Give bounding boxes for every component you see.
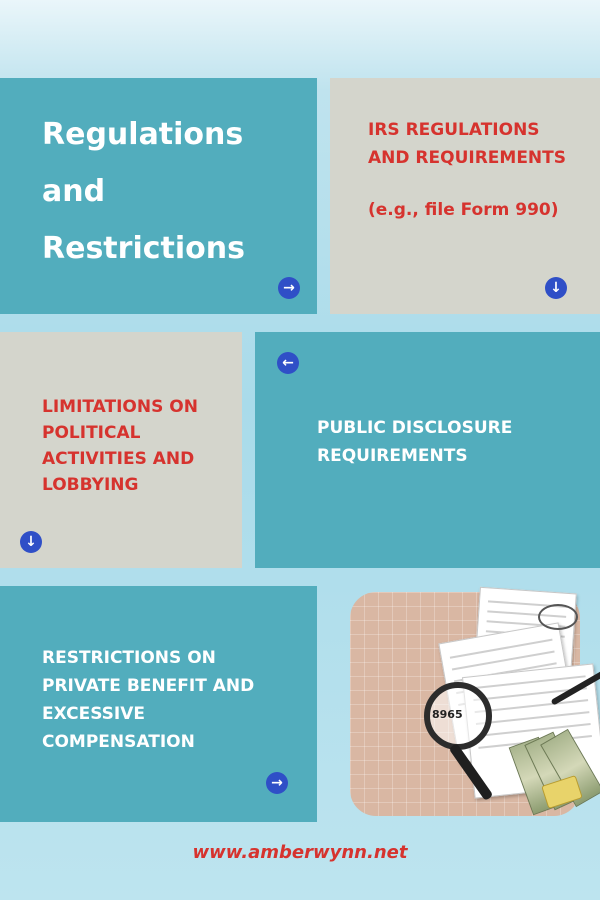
heading-line: AND REQUIREMENTS [368, 148, 566, 168]
title-line: Restrictions [42, 231, 245, 266]
heading-line: LIMITATIONS ON [42, 397, 198, 417]
panel-heading [368, 116, 566, 172]
panel-heading [42, 644, 254, 756]
heading-line: LOBBYING [42, 475, 139, 495]
tax-forms-illustration [348, 590, 600, 822]
form-number: 8965 [432, 708, 463, 721]
panel-private-benefit [0, 586, 317, 822]
heading-line: PUBLIC DISCLOSURE [317, 418, 513, 438]
heading-line: EXCESSIVE [42, 704, 146, 724]
footer-url[interactable]: www.amberwynn.net [192, 842, 408, 863]
heading-line: PRIVATE BENEFIT AND [42, 676, 255, 696]
heading-line: REQUIREMENTS [317, 446, 468, 466]
panel-heading [317, 414, 512, 470]
heading-line: ACTIVITIES AND [42, 449, 195, 469]
panel-subtext: (e.g., file Form 990) [368, 200, 559, 220]
panel-public-disclosure [255, 332, 600, 568]
arrow-down-icon: ↓ [545, 277, 567, 299]
heading-line: POLITICAL [42, 423, 141, 443]
panel-heading [42, 394, 198, 498]
panel-political-limitations [0, 332, 242, 568]
arrow-right-icon: → [278, 277, 300, 299]
arrow-down-icon: ↓ [20, 531, 42, 553]
panel-irs-regulations [330, 78, 600, 314]
heading-line: RESTRICTIONS ON [42, 648, 216, 668]
glasses-icon [538, 604, 578, 630]
title-line: Regulations [42, 117, 244, 152]
heading-line: IRS REGULATIONS [368, 120, 540, 140]
arrow-right-icon: → [266, 772, 288, 794]
heading-line: COMPENSATION [42, 732, 195, 752]
page-title [42, 106, 245, 277]
panel-regulations-title [0, 78, 317, 314]
title-line: and [42, 174, 106, 209]
arrow-left-icon: ← [277, 352, 299, 374]
